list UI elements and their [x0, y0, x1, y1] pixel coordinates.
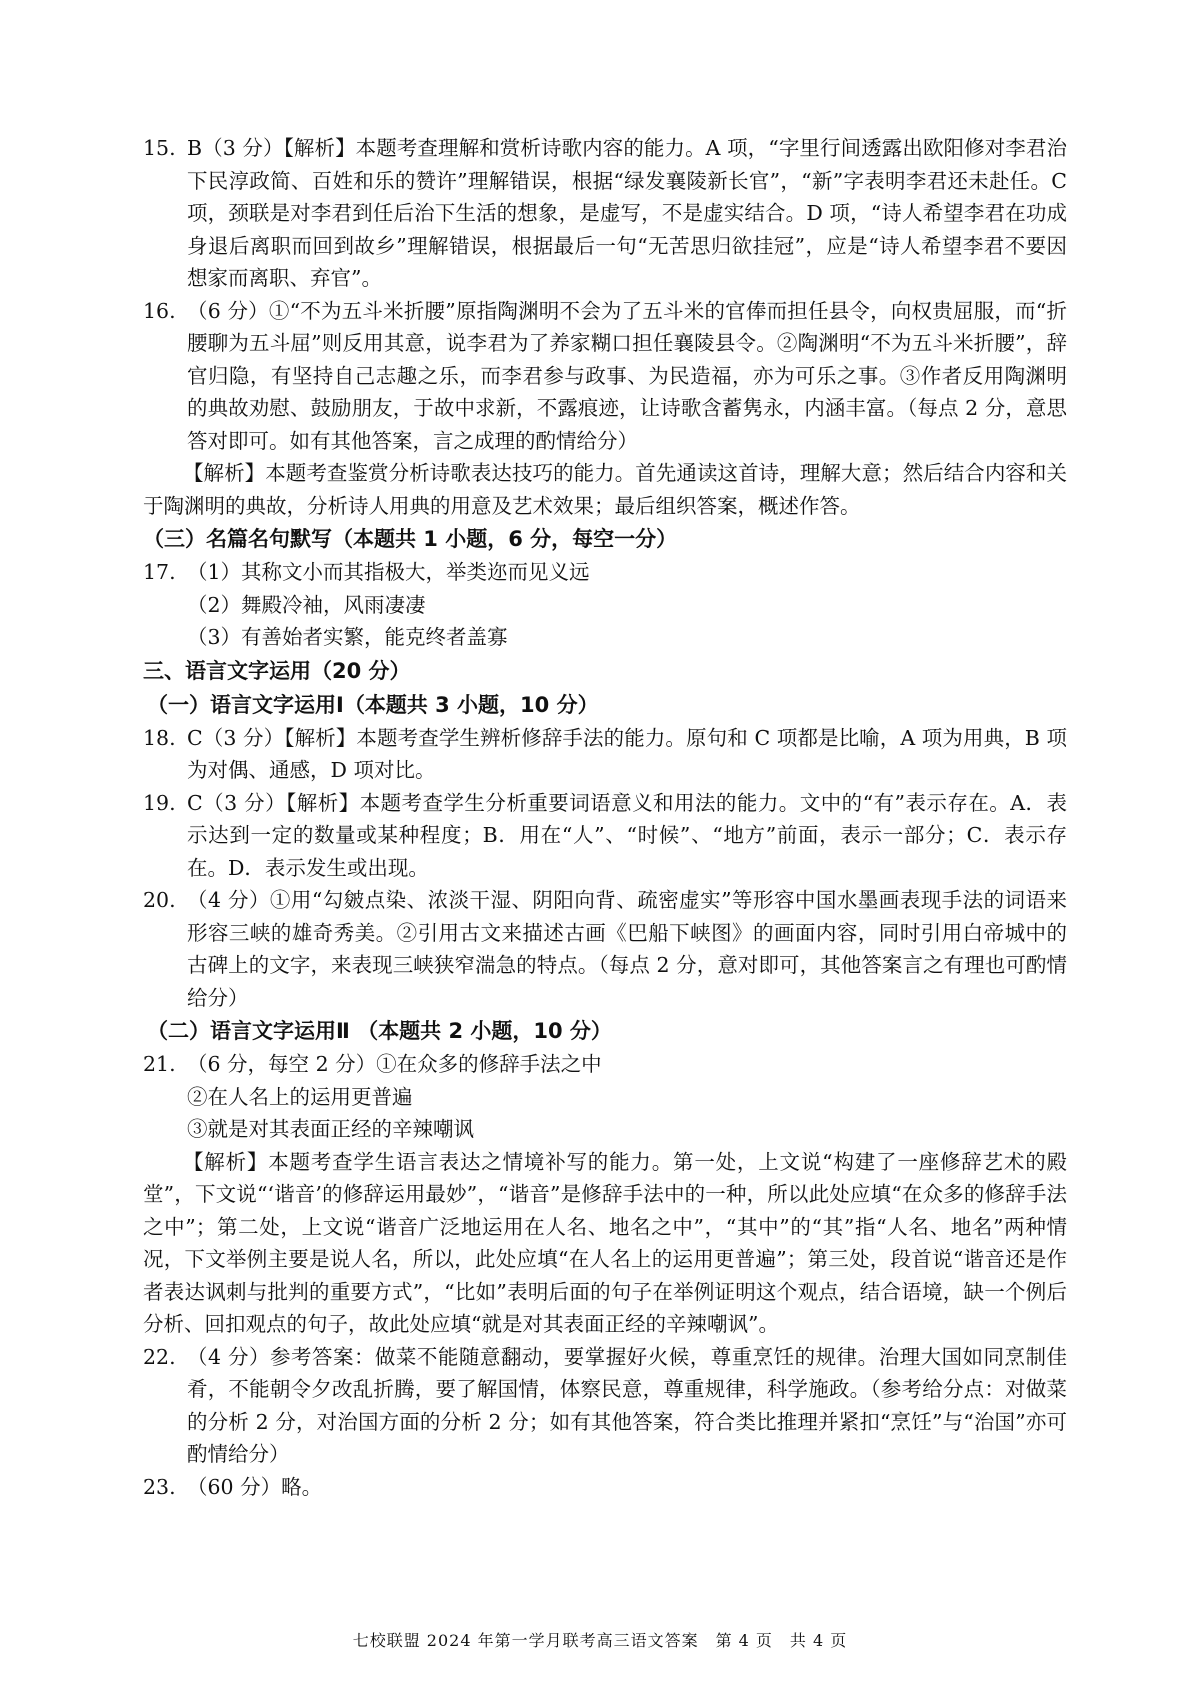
question-number: 18. — [143, 725, 176, 750]
answer-20 — [143, 884, 1067, 1014]
question-number: 22. — [143, 1344, 176, 1369]
page-footer: 七校联盟 2024 年第一学月联考高三语文答案 第 4 页 共 4 页 — [352, 1631, 848, 1650]
answer-line: （3）有善始者实繁，能克终者盖寡 — [187, 625, 508, 649]
question-number: 23. — [143, 1474, 176, 1499]
answer-text: B（3 分）【解析】本题考查理解和赏析诗歌内容的能力。A 项，“字里行间透露出欧阳修对李君治下民淳政简、百姓和乐的赞许”理解错误，根据“绿发襄陵新长官”，“新”字表明李君还未赴任。C 项，颈联是对李君到任后治下生活的想象，是虚写，不是虚实结合。D 项，“诗人希望李君在功成身退后离职而回到故乡”理解错误，根据最后一句“无苦思归欲挂冠”，应是“诗人希望李君不要因想家而离职、弃官”。 — [187, 136, 1067, 290]
answer-content — [143, 132, 1067, 1503]
answer-line: （1）其称文小而其指极大，举类迩而见义远 — [187, 560, 590, 584]
question-number: 15. — [143, 136, 176, 160]
answer-line: （2）舞殿冷袖，风雨凄凄 — [187, 592, 426, 617]
answer-line: ③就是对其表面正经的辛辣嘲讽 — [187, 1117, 474, 1141]
answer-22 — [143, 1341, 1067, 1471]
answer-23 — [143, 1471, 1067, 1504]
question-number: 17. — [143, 560, 176, 584]
subsection-heading-1: （一）语言文字运用Ⅰ（本题共 3 小题，10 分） — [147, 692, 599, 717]
answer-text: （60 分）略。 — [187, 1474, 323, 1499]
answer-18 — [143, 722, 1067, 787]
answer-16 — [143, 295, 1067, 458]
analysis-21: 【解析】本题考查学生语言表达之情境补写的能力。第一处，上文说“构建了一座修辞艺术的殿堂”，下文说“‘谐音’的修辞运用最妙”，“谐音”是修辞手法中的一种，所以此处应填“在众多的修辞手法之中”；第二处，上文说“谐音广泛地运用在人名、地名之中”，“其中”的“其”指“人名、地名”两种情况，下文举例主要是说人名，所以，此处应填“在人名上的运用更普遍”；第三处，段首说“谐音还是作者表达讽刺与批判的重要方式”，“比如”表明后面的句子在举例证明这个观点，结合语境，缺一个例后分析、回扣观点的句子，故此处应填“就是对其表面正经的辛辣嘲讽”。 — [143, 1149, 1067, 1336]
answer-17 — [143, 556, 1067, 589]
analysis-16: 【解析】本题考查鉴赏分析诗歌表达技巧的能力。首先通读这首诗，理解大意；然后结合内容和关于陶渊明的典故，分析诗人用典的用意及艺术效果；最后组织答案，概述作答。 — [143, 461, 1067, 518]
answer-15 — [143, 132, 1067, 295]
answer-21 — [143, 1048, 1067, 1081]
section-heading-3: （三）名篇名句默写（本题共 1 小题，6 分，每空一分） — [143, 527, 678, 551]
question-number: 21. — [143, 1052, 176, 1076]
question-number: 20. — [143, 888, 176, 912]
answer-line: ②在人名上的运用更普遍 — [187, 1084, 413, 1109]
answer-text: C（3 分）【解析】本题考查学生辨析修辞手法的能力。原句和 C 项都是比喻，A 项为用典，B 项为对偶、通感，D 项对比。 — [187, 725, 1067, 782]
answer-line: （6 分，每空 2 分）①在众多的修辞手法之中 — [187, 1052, 602, 1076]
part-heading-3: 三、语言文字运用（20 分） — [143, 658, 411, 683]
answer-text: （4 分）①用“勾皴点染、浓淡干湿、阴阳向背、疏密虚实”等形容中国水墨画表现手法的词语来形容三峡的雄奇秀美。②引用古文来描述古画《巴船下峡图》的画面内容，同时引用白帝城中的古碑上的文字，来表现三峡狭窄湍急的特点。（每点 2 分，意对即可，其他答案言之有理也可酌情给分） — [187, 888, 1067, 1010]
subsection-heading-2: （二）语言文字运用Ⅱ （本题共 2 小题，10 分） — [147, 1019, 612, 1043]
answer-text: C（3 分）【解析】本题考查学生分析重要词语意义和用法的能力。文中的“有”表示存在。A．表示达到一定的数量或某种程度；B．用在“人”、“时候”、“地方”前面，表示一部分；C．表示存在。D．表示发生或出现。 — [187, 790, 1067, 880]
question-number: 16. — [143, 298, 176, 323]
question-number: 19. — [143, 790, 176, 815]
answer-text: （6 分）①“不为五斗米折腰”原指陶渊明不会为了五斗米的官俸而担任县令，向权贵屈服，而“折腰聊为五斗屈”则反用其意，说李君为了养家糊口担任襄陵县令。②陶渊明“不为五斗米折腰”，辞官归隐，有坚持自己志趣之乐，而李君参与政事、为民造福，亦为可乐之事。③作者反用陶渊明的典故劝慰、鼓励朋友，于故中求新，不露痕迹，让诗歌含蓄隽永，内涵丰富。（每点 2 分，意思答对即可。如有其他答案，言之成理的酌情给分） — [187, 298, 1067, 453]
answer-text: （4 分）参考答案：做菜不能随意翻动，要掌握好火候，尊重烹饪的规律。治理大国如同烹制佳肴，不能朝令夕改乱折腾，要了解国情，体察民意，尊重规律，科学施政。（参考给分点：对做菜的分析 2 分，对治国方面的分析 2 分；如有其他答案，符合类比推理并紧扣“烹饪”与“治国”亦可酌情给分） — [187, 1344, 1067, 1466]
answer-19 — [143, 787, 1067, 885]
